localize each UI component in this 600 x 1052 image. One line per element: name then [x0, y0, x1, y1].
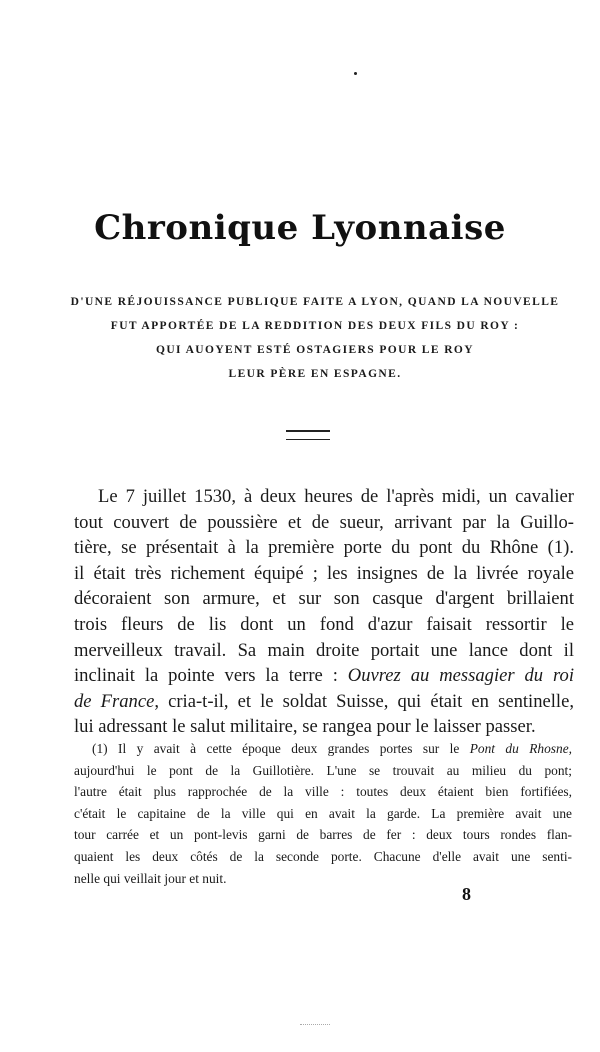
page-number: 8 — [462, 884, 471, 904]
footnote-line: c'était le capitaine de la ville qui en avait la garde. La première avait une — [74, 805, 572, 821]
body-line-text: inclinait la pointe vers la terre : — [74, 665, 348, 687]
footnote-line: aujourd'hui le pont de la Guillotière. L'une se trouvait au milieu du pont; — [74, 762, 572, 778]
print-speck — [354, 72, 357, 75]
body-paragraph — [74, 484, 574, 740]
footnote-line — [74, 738, 572, 760]
footnote-line: l'autre était plus rapprochée de la ville : toutes deux étaient bien fortifiées, — [74, 784, 572, 800]
footnote-line: quaient les deux côtés de la seconde porte. Chacune d'elle avait une senti- — [74, 848, 572, 864]
footnote-line: nelle qui veillait jour et nuit. — [74, 870, 227, 886]
body-line-italic: Ouvrez au messagier du roi — [347, 665, 575, 687]
subtitle-line: LEUR PÈRE EN ESPAGNE. — [228, 368, 402, 380]
body-line-text: , cria-t-il, et le soldat Suisse, qui était en sentinelle, — [154, 690, 574, 712]
footnote-line: tour carrée et un pont-levis garni de barres de fer : deux tours rondes flan- — [74, 827, 572, 843]
body-line: tout couvert de poussière et de sueur, arrivant par la Guillo- — [74, 511, 574, 533]
bottom-margin-mark — [300, 1024, 330, 1026]
body-line: trois fleurs de lis dont un fond d'azur faisait ressortir le — [74, 613, 574, 635]
body-line — [74, 663, 574, 689]
body-line: il était très richement équipé ; les insignes de la livrée royale — [74, 562, 574, 584]
body-line — [74, 689, 574, 715]
body-line-italic: de France — [74, 690, 155, 712]
subtitle-line: D'UNE RÉJOUISSANCE PUBLIQUE FAITE A LYON, QUAND LA NOUVELLE — [70, 296, 560, 308]
body-line: décoraient son armure, et sur son casque d'argent brillaient — [74, 588, 574, 610]
footnote-line-text: (1) Il y avait à cette époque deux grandes portes sur le — [92, 741, 470, 756]
footnote — [74, 738, 572, 889]
subtitle — [60, 290, 570, 386]
body-line: tière, se présentait à la première porte du pont du Rhône (1). — [74, 537, 574, 559]
body-line: Le 7 juillet 1530, à deux heures de l'après midi, un cavalier — [98, 486, 574, 507]
body-line: merveilleux travail. Sa main droite portait une lance dont il — [74, 639, 574, 661]
subtitle-line: QUI AUOYENT ESTÉ OSTAGIERS POUR LE ROY — [156, 344, 474, 356]
subtitle-line: FUT APPORTÉE DE LA REDDITION DES DEUX FILS DU ROY : — [110, 320, 520, 332]
section-divider — [286, 430, 330, 440]
footnote-line-italic: Pont du Rhosne, — [469, 741, 572, 756]
body-line: lui adressant le salut militaire, se rangea pour le laisser passer. — [74, 716, 536, 738]
page-title: Chronique Lyonnaise — [94, 208, 506, 248]
